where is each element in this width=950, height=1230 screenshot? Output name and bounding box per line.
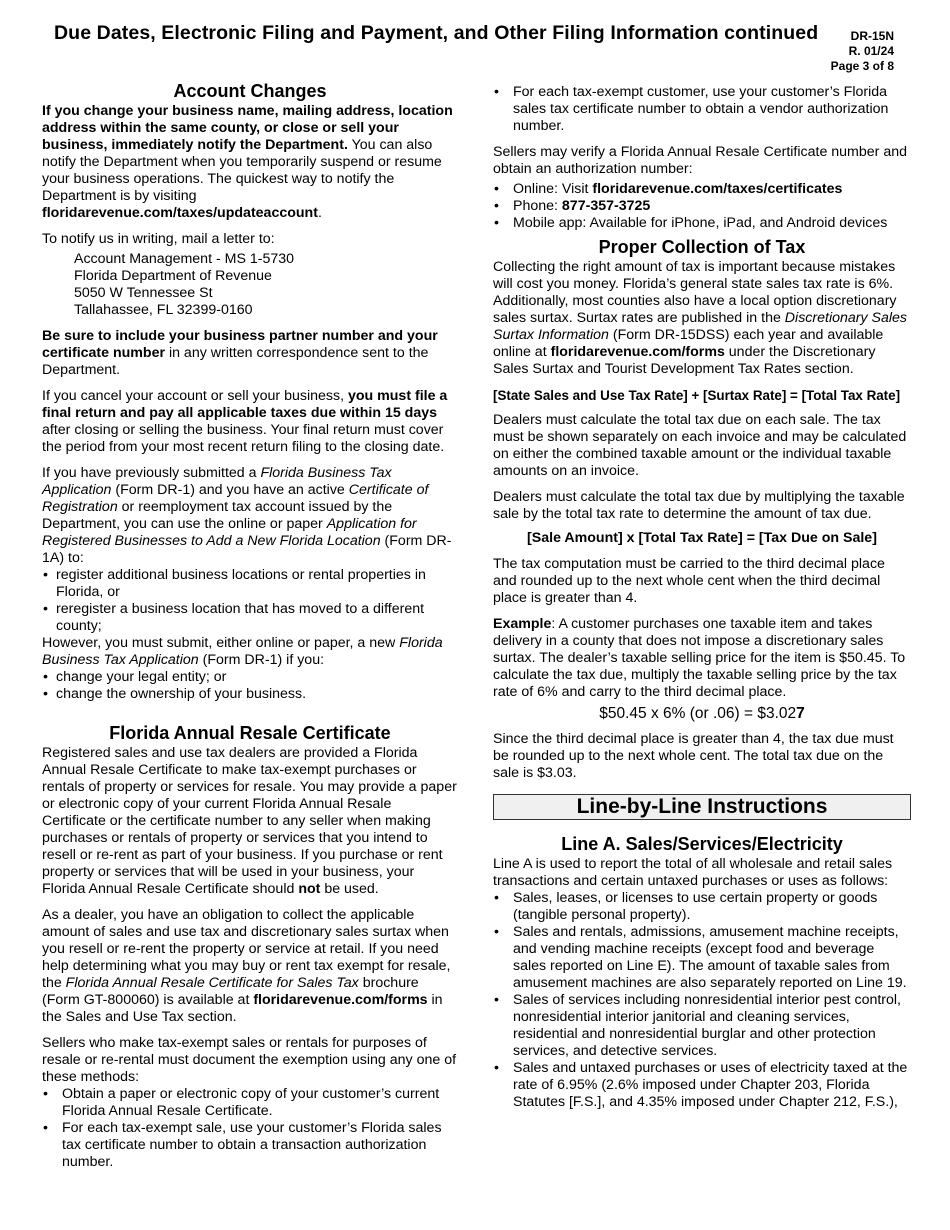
list-item (493, 198, 911, 215)
resale-paragraph-3: Sellers who make tax-exempt sales or rentals for purposes of resale or re-rental must document the exemption using any one of these methods: (42, 1035, 457, 1085)
text: (Form DR-15DSS) each year and available online at (493, 327, 884, 360)
list-item: • register additional business locations or rental properties in Florida, or (42, 567, 458, 601)
list-item: • Sales of services including nonresidential interior pest control, nonresidential interior janitorial and cleaning services, residential and nonresidential burglar and other protection services, and detective services. (493, 992, 911, 1060)
line-a-list (493, 890, 911, 1111)
list-item: • For each tax-exempt customer, use your customer’s Florida sales tax certificate number to obtain a vendor authorization number. (493, 84, 911, 135)
notify-text: You can also notify the Department when you temporarily suspend or resume your business operations. The quickest way to notify the Department is by visiting (42, 137, 442, 204)
collection-paragraph-4: The tax computation must be carried to the third decimal place and rounded up to the next whole cent when the third decimal place is greater than 4. (493, 556, 885, 606)
phone-number[interactable]: 877-357-3725 (561, 198, 651, 214)
cancel-account-paragraph (42, 388, 458, 456)
resale-paragraph-1 (42, 745, 458, 898)
collection-paragraph-5: Since the third decimal place is greater than 4, the tax due must be rounded up to the next whole cent. The total tax due on the sale is $3.03. (493, 731, 894, 781)
not-bold: not (298, 881, 321, 897)
address-line: Account Management - MS 1-5730 (74, 251, 295, 267)
final-return-bold: you must file a final return and pay all applicable taxes due within 15 days (42, 388, 448, 421)
dr1-bullet-list (42, 669, 458, 703)
partner-number-text: in any written correspondence sent to the Department. (42, 345, 429, 378)
text: : A customer purchases one taxable item and takes delivery in a county that does not impose a discretionary sales surtax. The dealer’s taxable selling price for the item is $50.45. To calculate the tax due, multiply the taxable selling price by the tax rate of 6% and carry to the third decimal place. (493, 616, 906, 700)
text: Registered sales and use tax dealers are provided a Florida Annual Resale Certificate to make tax-exempt purchases or rentals of property or services for resale. You may provide a paper or electronic copy of your current Florida Annual Resale Certificate or the certificate number to any seller when making purchases or rentals of property or services that you intend to resell or re-rent as part of your business. If you purchase or rent property or services that will be used in your business, your Florida Annual Resale Certificate should (42, 745, 457, 897)
list-item: • change your legal entity; or (42, 669, 458, 686)
form-title-dr1: Florida Business Tax Application (42, 635, 443, 668)
text: If you have previously submitted a (42, 465, 261, 481)
dr1a-paragraph (42, 465, 458, 567)
resale-paragraph-2 (42, 907, 458, 1026)
account-changes-intro (42, 103, 458, 222)
period: . (317, 205, 322, 221)
text: under the Discretionary Sales Surtax and Tourist Development Tax Rates section. (493, 344, 876, 377)
text: Phone: (513, 198, 562, 214)
third-decimal-digit: 7 (796, 705, 805, 722)
forms-link[interactable]: floridarevenue.com/forms (253, 992, 428, 1008)
text: Online: Visit (513, 181, 593, 197)
list-item: • reregister a business location that has moved to a different county; (42, 601, 458, 635)
list-item: • Sales and untaxed purchases or uses of electricity taxed at the rate of 6.95% (2.6% imposed under Chapter 203, Florida Statutes [F.S.], and 4.35% imposed under Chapter 212, F.S.), (493, 1060, 911, 1111)
exemption-methods-list-continued (493, 84, 911, 135)
text: Collecting the right amount of tax is important because mistakes will cost you money. Florida’s general state sales tax rate is 6%. Additionally, most counties also have a local option discretionary sales surtax. Surtax rates are published in the (493, 259, 897, 326)
line-a-heading: Line A. Sales/Services/Electricity (561, 834, 843, 854)
total-tax-rate-formula: [State Sales and Use Tax Rate] + [Surtax Rate] = [Total Tax Rate] (493, 388, 901, 403)
text: or reemployment tax account issued by the Department, you can use the online or paper (42, 499, 393, 532)
text: in the Sales and Use Tax section. (42, 992, 443, 1025)
tax-due-formula: [Sale Amount] x [Total Tax Rate] = [Tax Due on Sale] (527, 530, 877, 546)
form-title-dr1: Florida Business Tax Application (42, 465, 392, 498)
line-a-intro: Line A is used to report the total of all wholesale and retail sales transactions and certain untaxed purchases or uses as follows: (493, 856, 893, 889)
verify-intro: Sellers may verify a Florida Annual Resale Certificate number and obtain an authorization number: (493, 144, 907, 177)
list-item: • Sales and rentals, admissions, amusement machine receipts, and vending machine receipts (except food and beverage sales reported on Line E). The amount of taxable sales from amusement machines are also separately reported on Line 19. (493, 924, 911, 992)
forms-link[interactable]: floridarevenue.com/forms (550, 344, 725, 360)
text: (Form DR-1) if you: (198, 652, 325, 668)
collection-paragraph-1 (493, 259, 911, 378)
list-item: • For each tax-exempt sale, use your customer’s Florida sales tax certificate number to obtain a transaction authorization number. (42, 1120, 458, 1171)
partner-number-bold: Be sure to include your business partner number and your certificate number (42, 328, 438, 361)
text: (Form DR-1A) to: (42, 533, 452, 566)
text: be used. (320, 881, 379, 897)
update-account-link[interactable]: floridarevenue.com/taxes/updateaccount (42, 205, 318, 221)
notify-bold-text: If you change your business name, mailing address, location address within the same county, or close or sell your business, immediately notify the Department. (42, 103, 453, 153)
collection-paragraph-2: Dealers must calculate the total tax due on each sale. The tax must be shown separately on each invoice and may be calculated on either the combined taxable amount or the individual taxable amounts on an invoice. (493, 412, 907, 479)
example-label: Example (493, 616, 552, 632)
list-item: • Obtain a paper or electronic copy of your customer’s current Florida Annual Resale Certificate. (42, 1086, 458, 1120)
address-line: Florida Department of Revenue (74, 268, 272, 284)
list-item (493, 181, 911, 198)
dr1-paragraph (42, 635, 458, 669)
resale-certificate-heading: Florida Annual Resale Certificate (109, 723, 391, 743)
certificate-of-registration: Certificate of Registration (42, 482, 429, 515)
proper-collection-heading: Proper Collection of Tax (598, 237, 806, 257)
page-number: Page 3 of 8 (830, 59, 894, 73)
collection-paragraph-3: Dealers must calculate the total tax due by multiplying the taxable sale by the total tax rate to determine the amount of tax due. (493, 489, 905, 522)
text: However, you must submit, either online or paper, a new (42, 635, 400, 651)
form-title-dr1a: Application for Registered Businesses to Add a New Florida Location (42, 516, 417, 549)
dr1a-bullet-list (42, 567, 458, 635)
text: (Form DR-1) and you have an active (111, 482, 349, 498)
address-line: Tallahassee, FL 32399-0160 (74, 302, 253, 318)
text: brochure (Form GT-800060) is available at (42, 975, 419, 1008)
example-calculation (493, 705, 911, 722)
text: As a dealer, you have an obligation to collect the applicable amount of sales and use tax and discretionary sales surtax when you resell or re-rent the property or service at retail. If you need help determining what you may buy or rent tax exempt for resale, the (42, 907, 451, 991)
account-changes-heading: Account Changes (173, 81, 327, 101)
surtax-publication-title: Discretionary Sales Surtax Information (493, 310, 908, 343)
address-line: 5050 W Tennessee St (74, 285, 213, 301)
list-item: • Sales, leases, or licenses to use certain property or goods (tangible personal property). (493, 890, 911, 924)
page-header-title: Due Dates, Electronic Filing and Payment, and Other Filing Information continued (54, 22, 819, 44)
left-column (42, 80, 458, 1171)
verify-methods-list (493, 181, 911, 232)
form-revision: R. 01/24 (848, 44, 894, 58)
exemption-methods-list (42, 1086, 458, 1171)
calculation-text: $50.45 x 6% (or .06) = $3.02 (599, 705, 797, 722)
certificates-link[interactable]: floridarevenue.com/taxes/certificates (592, 181, 843, 197)
right-column (493, 80, 911, 1111)
cancel-text: If you cancel your account or sell your business, (42, 388, 348, 404)
mailing-address (74, 251, 458, 319)
line-by-line-heading: Line-by-Line Instructions (493, 794, 911, 820)
include-partner-number (42, 328, 458, 379)
mail-intro: To notify us in writing, mail a letter to: (42, 231, 275, 247)
brochure-title: Florida Annual Resale Certificate for Sales Tax (65, 975, 359, 991)
cancel-text-end: after closing or selling the business. Your final return must cover the period from your most recent return filing to the closing date. (42, 422, 445, 455)
example-paragraph (493, 616, 911, 701)
form-number: DR-15N (850, 29, 894, 43)
list-item: • Mobile app: Available for iPhone, iPad, and Android devices (493, 215, 911, 232)
form-identifier (831, 29, 894, 74)
list-item: • change the ownership of your business. (42, 686, 458, 703)
